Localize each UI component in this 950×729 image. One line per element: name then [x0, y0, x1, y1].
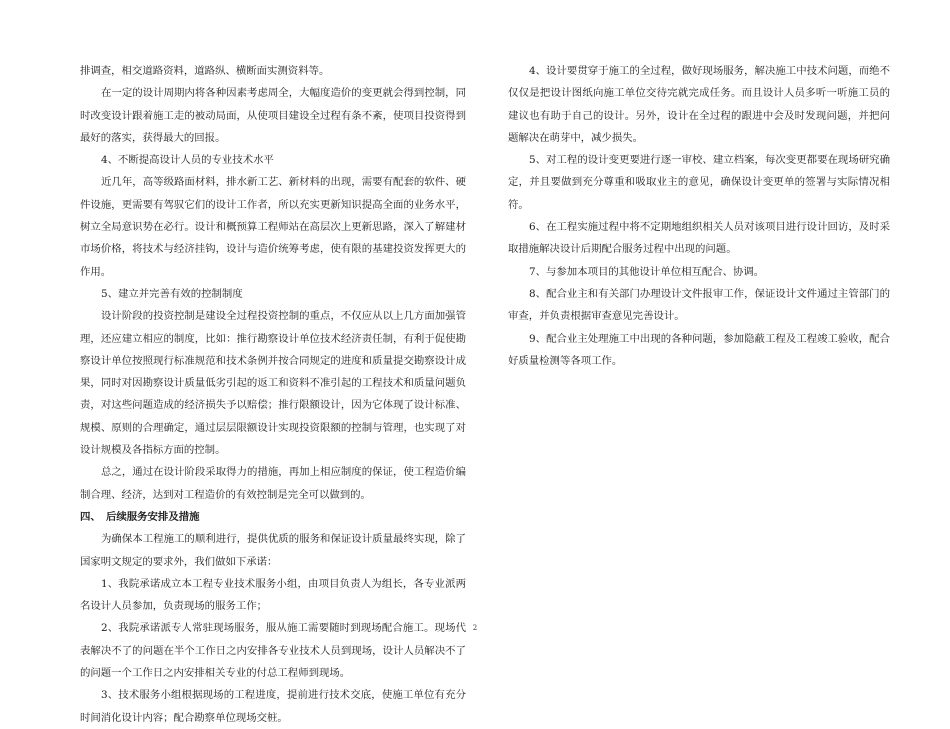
list-item: 2、我院承诺派专人常驻现场服务，服从施工需要随时到现场配合施工。现场代表解决不了的问题在半个工作日之内安排各专业技术人员到现场，设计人员解决不了的问题一个工作日之内安排相关专业的付总工程师到现场。 [80, 622, 466, 680]
list-item: 7、与参加本项目的其他设计单位相互配合、协调。 [529, 265, 765, 278]
right-column [508, 60, 890, 372]
paragraph: 近几年，高等级路面材料，排水新工艺、新材料的出现，需要有配套的软件、硬件设施，更需要有驾驭它们的设计工作者，所以充实更新知识提高全面的业务水平，树立全局意识势在必行。设计和概预算工程师站在高层次上更新思路，深入了解建材市场价格，将技术与经济挂钩，设计与造价统筹考虑，使有限的基建投资发挥更大的作用。 [80, 176, 466, 278]
paragraph: 排调查，相交道路资料，道路纵、横断面实测资料等。 [80, 65, 330, 77]
paragraph: 在一定的设计周期内将各种因素考虑周全，大幅度造价的变更就会得到控制，同时改变设计跟着施工走的被动局面，从使项目建设全过程有条不紊，使项目投资得到最好的落实，获得最大的回报。 [80, 87, 466, 144]
list-item: 9、配合业主处理施工中出现的各种问题，参加隐蔽工程及工程竣工验收，配合好质量检测等各项工作。 [508, 332, 890, 367]
paragraph: 为确保本工程施工的顺利进行，提供优质的服务和保证设计质量最终实现，除了国家明文规定的要求外，我们做如下承诺： [80, 533, 466, 568]
list-item: 6、在工程实施过程中将不定期地组织相关人员对该项目进行设计回访，及时采取措施解决设计后期配合服务过程中出现的问题。 [508, 221, 890, 256]
page-number: 2 [472, 624, 478, 632]
list-item: 5、对工程的设计变更要进行逐一审校、建立档案，每次变更都要在现场研究确定，并且要做到充分尊重和吸取业主的意见，确保设计变更单的签署与实际情况相符。 [508, 154, 890, 211]
list-item: 3、技术服务小组根据现场的工程进度，提前进行技术交底，使施工单位有充分时间消化设计内容；配合勘察单位现场交桩。 [80, 689, 466, 724]
list-item: 8、配合业主和有关部门办理设计文件报审工作，保证设计文件通过主管部门的审查，并负责根据审查意见完善设计。 [508, 287, 890, 323]
list-item: 1、我院承诺成立本工程专业技术服务小组，由项目负责人为组长，各专业派两名设计人员参加，负责现场的服务工作； [80, 577, 466, 613]
section-subheading: 4、不断提高设计人员的专业技术水平 [101, 154, 274, 167]
paragraph: 总之，通过在设计阶段采取得力的措施，再加上相应制度的保证，使工程造价编制合理、经济，达到对工程造价的有效控制是完全可以做到的。 [80, 466, 466, 501]
section-heading: 四、 后续服务安排及措施 [80, 510, 200, 523]
section-subheading: 5、建立并完善有效的控制制度 [101, 287, 243, 300]
list-item: 4、设计要贯穿于施工的全过程，做好现场服务，解决施工中技术问题，而绝不仅仅是把设计图纸向施工单位交待完就完成任务。而且设计人员多听一听施工员的建议也有助于自己的设计。另外，设计在全过程的跟进中会及时发现问题，并把问题解决在萌芽中，减少损失。 [508, 65, 890, 144]
paragraph: 设计阶段的投资控制是建设全过程投资控制的重点，不仅应从以上几方面加强管理，还应建立相应的制度，比如：推行勘察设计单位技术经济责任制，有利于促使勘察设计单位按照现行标准规范和技术条例并按合同规定的进度和质量提交勘察设计成果，同时对因勘察设计质量低劣引起的返工和资料不准引起的工程技术和质量问题负责，对这些问题造成的经济损失予以赔偿；推行限额设计，因为它体现了设计标准、规模、原则的合理确定，通过层层限额设计实现投资限额的控制与管理，也实现了对设计规模及各指标方面的控制。 [80, 310, 466, 457]
